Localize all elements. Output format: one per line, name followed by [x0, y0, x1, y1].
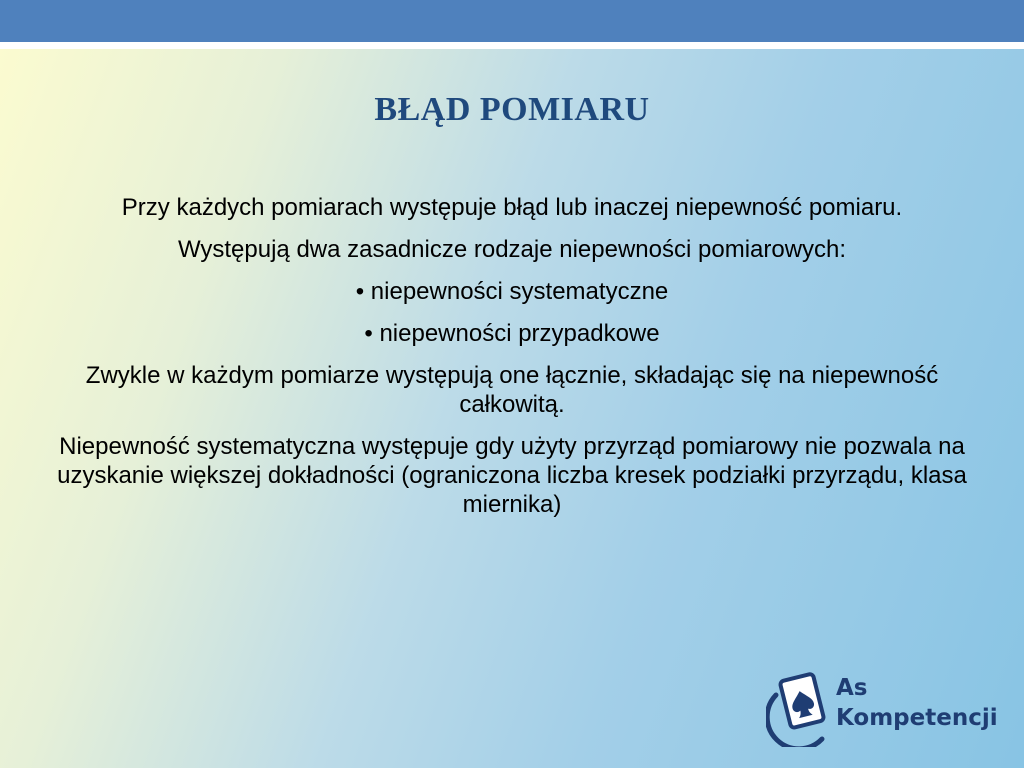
logo-line-kompetencji: Kompetencji — [836, 705, 998, 731]
as-kompetencji-logo — [766, 667, 998, 747]
bullet-systematic: • niepewności systematyczne — [355, 278, 669, 305]
top-bar — [0, 0, 1024, 42]
slide-title: BŁĄD POMIARU — [374, 91, 650, 128]
paragraph-types: Występują dwa zasadnicze rodzaje niepewności pomiarowych: — [177, 236, 847, 263]
paragraph-intro: Przy każdych pomiarach występuje błąd lub inaczej niepewność pomiaru. — [121, 194, 903, 221]
bullet-random: • niepewności przypadkowe — [364, 320, 660, 347]
paragraph-total: Zwykle w każdym pomiarze występują one łącznie, składając się na niepewność całkowitą. — [85, 362, 939, 418]
logo-line-as: As — [836, 675, 868, 701]
slide-canvas — [0, 49, 1024, 768]
slide-body — [40, 193, 984, 532]
logo-text — [836, 673, 998, 733]
card-spade-icon — [766, 667, 834, 747]
paragraph-systematic-detail: Niepewność systematyczna występuje gdy użyty przyrząd pomiarowy nie pozwala na uzyskanie większej dokładności (ograniczona liczba kresek podziałki przyrządu, klasa miernika) — [57, 433, 967, 518]
